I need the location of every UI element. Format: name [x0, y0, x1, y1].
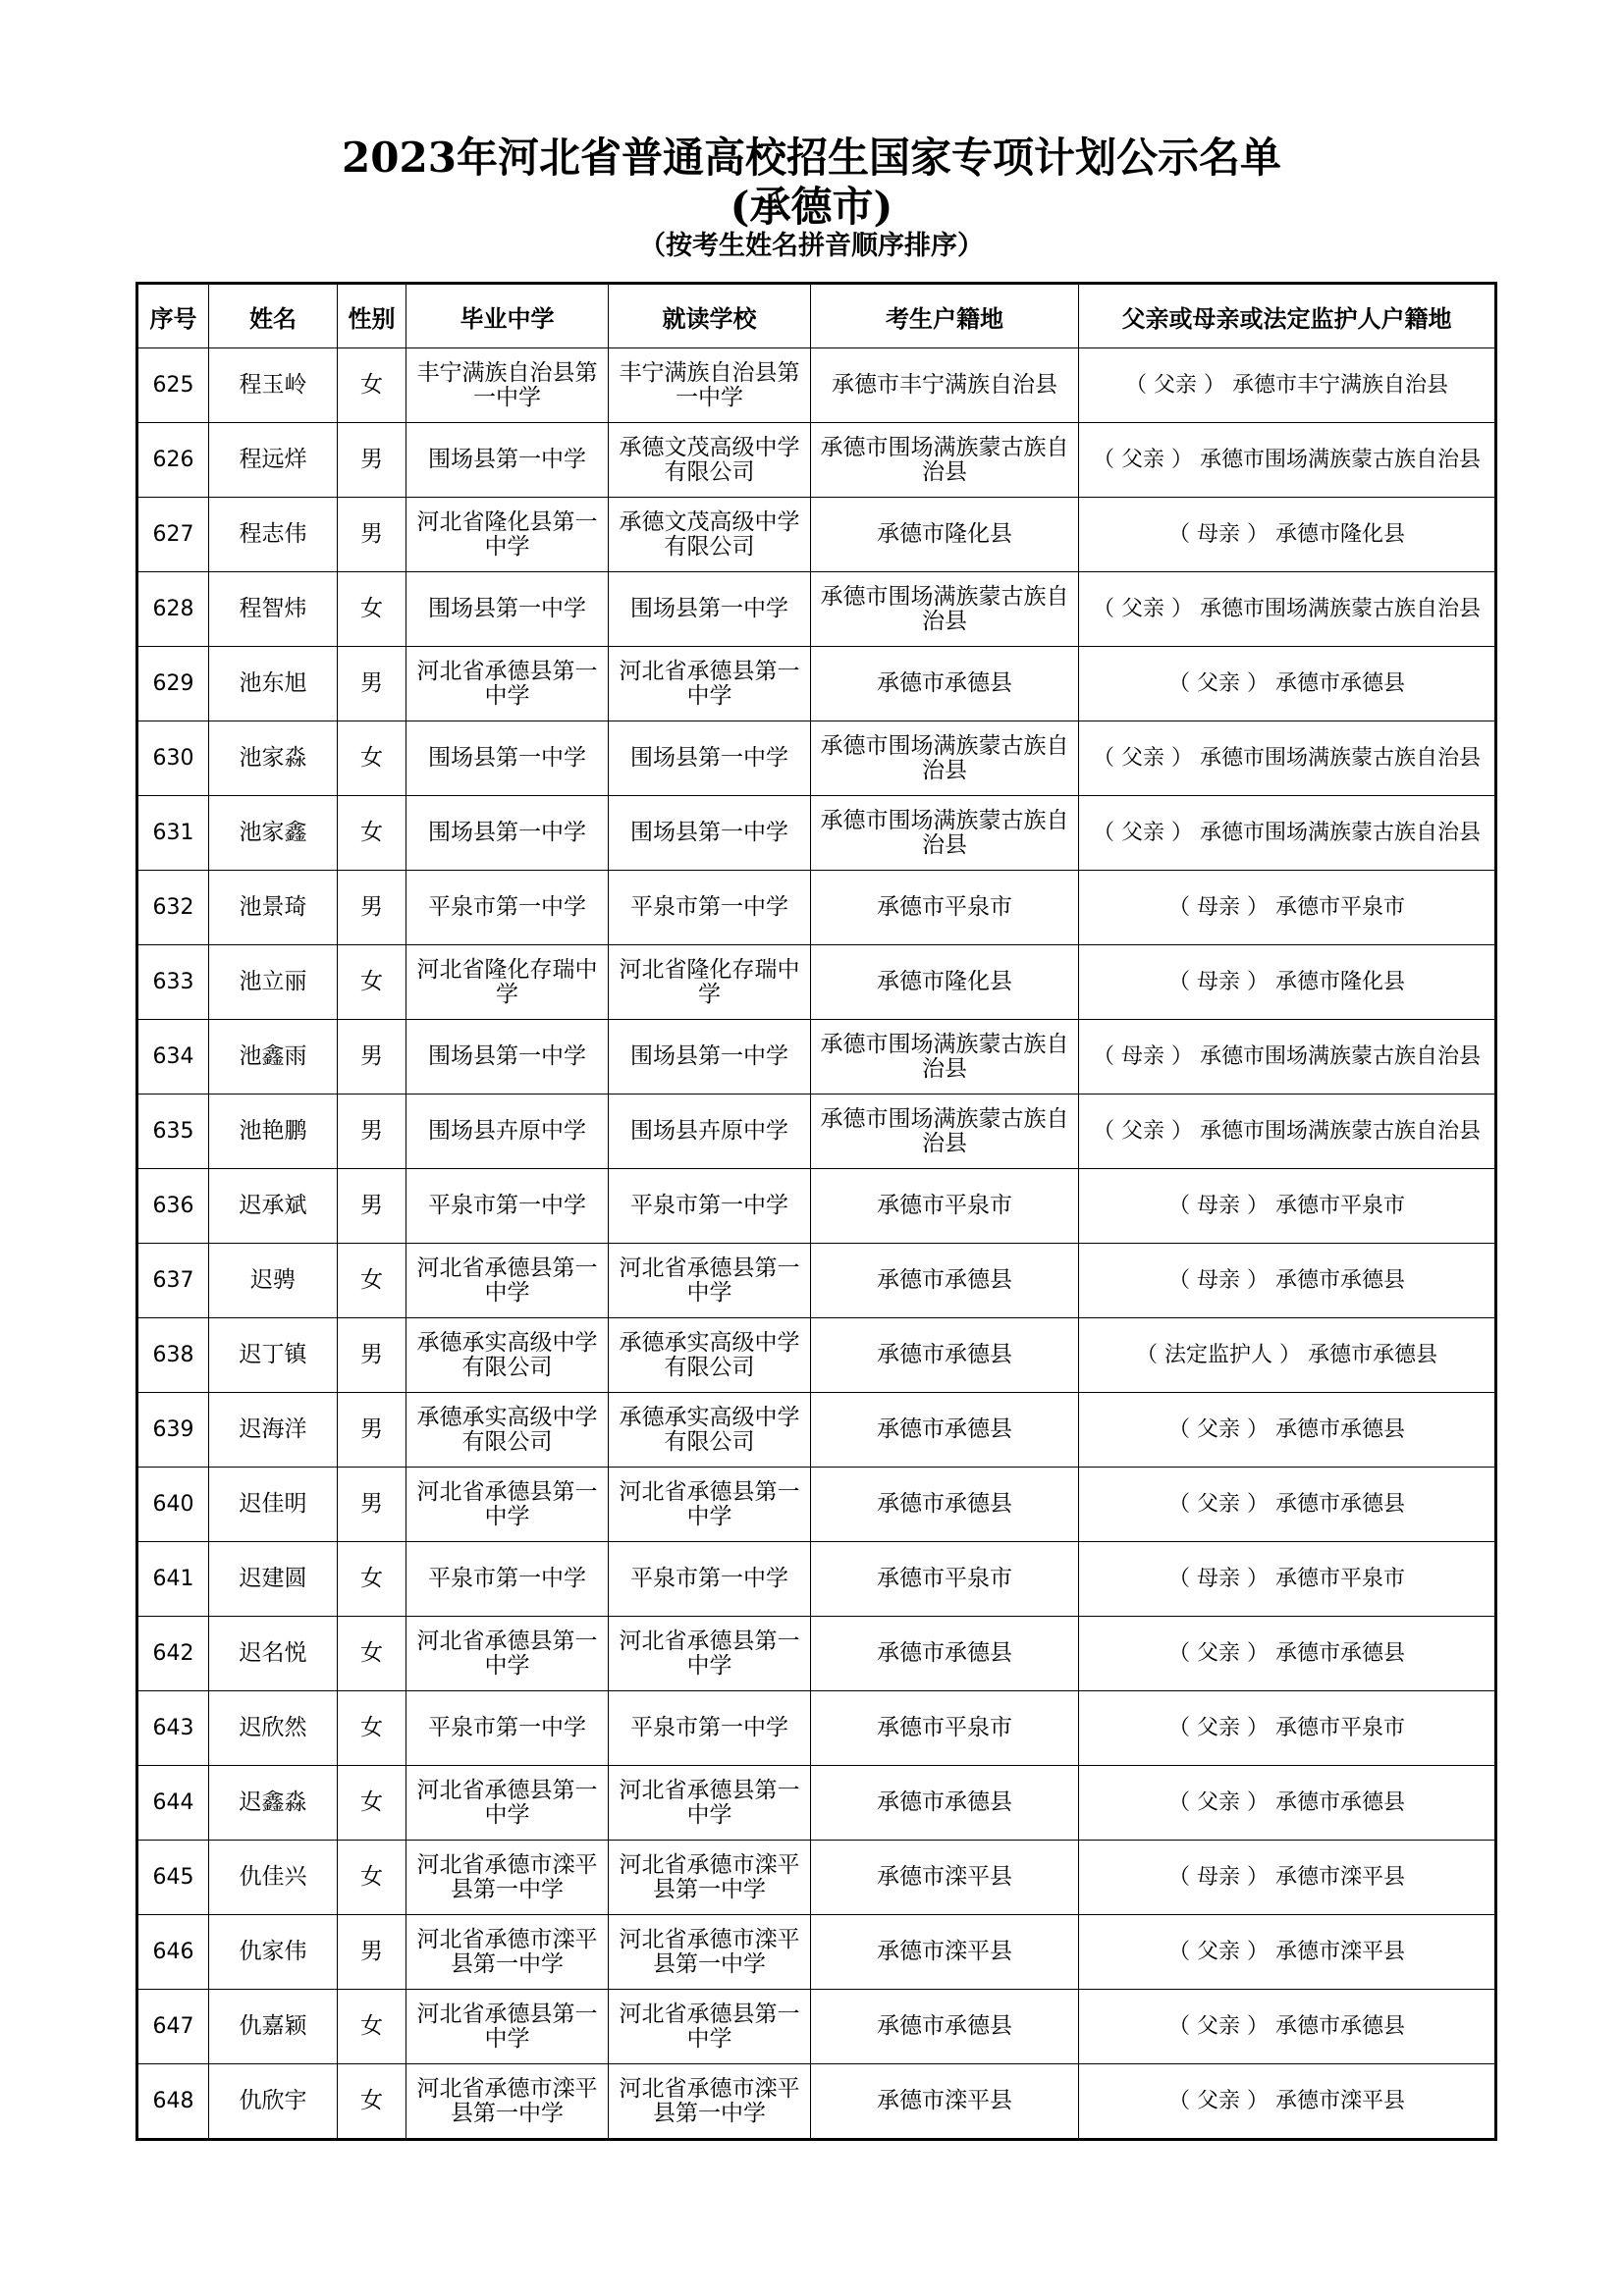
table-row: [137, 1169, 1496, 1244]
cell-seq: 634: [137, 1020, 209, 1095]
cell-residence: 承德市隆化县: [811, 945, 1079, 1020]
cell-seq: 645: [137, 1841, 209, 1915]
cell-gender: 女: [338, 572, 406, 647]
cell-seq: 633: [137, 945, 209, 1020]
table-row: [137, 498, 1496, 572]
cell-name: 池鑫雨: [209, 1020, 338, 1095]
cell-guardian-residence: （ 父亲 ） 承德市承德县: [1079, 1468, 1496, 1542]
cell-current-school: 河北省承德市滦平县第一中学: [609, 1915, 811, 1990]
cell-name: 迟建圆: [209, 1542, 338, 1617]
cell-grad-school: 围场县第一中学: [406, 796, 609, 871]
col-header-residence: 考生户籍地: [811, 284, 1079, 348]
cell-grad-school: 丰宁满族自治县第一中学: [406, 348, 609, 423]
table-row: [137, 423, 1496, 498]
cell-gender: 男: [338, 498, 406, 572]
cell-residence: 承德市滦平县: [811, 1915, 1079, 1990]
cell-name: 迟欣然: [209, 1691, 338, 1766]
cell-current-school: 围场县卉原中学: [609, 1095, 811, 1169]
cell-gender: 男: [338, 1915, 406, 1990]
cell-seq: 632: [137, 871, 209, 945]
cell-guardian-residence: （ 法定监护人 ） 承德市承德县: [1079, 1318, 1496, 1393]
cell-current-school: 围场县第一中学: [609, 1020, 811, 1095]
cell-residence: 承德市承德县: [811, 1617, 1079, 1691]
table-row: [137, 1766, 1496, 1841]
cell-gender: 女: [338, 2064, 406, 2140]
cell-name: 程智炜: [209, 572, 338, 647]
cell-current-school: 河北省承德县第一中学: [609, 1244, 811, 1318]
cell-residence: 承德市围场满族蒙古族自治县: [811, 423, 1079, 498]
table-row: [137, 2064, 1496, 2140]
cell-residence: 承德市围场满族蒙古族自治县: [811, 1095, 1079, 1169]
cell-guardian-residence: （ 父亲 ） 承德市丰宁满族自治县: [1079, 348, 1496, 423]
cell-seq: 647: [137, 1990, 209, 2064]
cell-name: 池家淼: [209, 721, 338, 796]
cell-name: 程志伟: [209, 498, 338, 572]
cell-residence: 承德市隆化县: [811, 498, 1079, 572]
cell-name: 池家鑫: [209, 796, 338, 871]
cell-gender: 女: [338, 1841, 406, 1915]
cell-seq: 644: [137, 1766, 209, 1841]
cell-grad-school: 围场县第一中学: [406, 1020, 609, 1095]
cell-seq: 641: [137, 1542, 209, 1617]
cell-current-school: 平泉市第一中学: [609, 1691, 811, 1766]
cell-residence: 承德市围场满族蒙古族自治县: [811, 1020, 1079, 1095]
cell-current-school: 河北省承德市滦平县第一中学: [609, 1841, 811, 1915]
cell-name: 迟鑫淼: [209, 1766, 338, 1841]
cell-seq: 646: [137, 1915, 209, 1990]
cell-guardian-residence: （ 父亲 ） 承德市平泉市: [1079, 1691, 1496, 1766]
cell-current-school: 平泉市第一中学: [609, 871, 811, 945]
cell-grad-school: 河北省承德县第一中学: [406, 1244, 609, 1318]
cell-name: 迟丁镇: [209, 1318, 338, 1393]
cell-gender: 女: [338, 1244, 406, 1318]
cell-residence: 承德市平泉市: [811, 1691, 1079, 1766]
table-row: [137, 1468, 1496, 1542]
table-row: [137, 1244, 1496, 1318]
table-row: [137, 1617, 1496, 1691]
cell-gender: 女: [338, 721, 406, 796]
cell-grad-school: 河北省隆化存瑞中学: [406, 945, 609, 1020]
cell-gender: 女: [338, 796, 406, 871]
cell-name: 池景琦: [209, 871, 338, 945]
cell-residence: 承德市丰宁满族自治县: [811, 348, 1079, 423]
cell-residence: 承德市平泉市: [811, 1169, 1079, 1244]
cell-current-school: 承德文茂高级中学有限公司: [609, 423, 811, 498]
table-row: [137, 1318, 1496, 1393]
cell-seq: 636: [137, 1169, 209, 1244]
cell-guardian-residence: （ 母亲 ） 承德市承德县: [1079, 1244, 1496, 1318]
cell-current-school: 河北省隆化存瑞中学: [609, 945, 811, 1020]
cell-guardian-residence: （ 父亲 ） 承德市围场满族蒙古族自治县: [1079, 572, 1496, 647]
col-header-gender: 性别: [338, 284, 406, 348]
cell-guardian-residence: （ 父亲 ） 承德市围场满族蒙古族自治县: [1079, 1095, 1496, 1169]
cell-grad-school: 围场县第一中学: [406, 572, 609, 647]
cell-gender: 女: [338, 1542, 406, 1617]
cell-grad-school: 平泉市第一中学: [406, 1542, 609, 1617]
cell-seq: 627: [137, 498, 209, 572]
col-header-name: 姓名: [209, 284, 338, 348]
table-row: [137, 348, 1496, 423]
cell-guardian-residence: （ 父亲 ） 承德市承德县: [1079, 1766, 1496, 1841]
cell-grad-school: 围场县第一中学: [406, 423, 609, 498]
table-row: [137, 796, 1496, 871]
cell-current-school: 河北省承德县第一中学: [609, 1766, 811, 1841]
cell-seq: 640: [137, 1468, 209, 1542]
cell-guardian-residence: （ 父亲 ） 承德市滦平县: [1079, 1915, 1496, 1990]
cell-grad-school: 围场县卉原中学: [406, 1095, 609, 1169]
cell-seq: 631: [137, 796, 209, 871]
cell-gender: 男: [338, 1169, 406, 1244]
table-row: [137, 647, 1496, 721]
table-row: [137, 1990, 1496, 2064]
cell-guardian-residence: （ 母亲 ） 承德市围场满族蒙古族自治县: [1079, 1020, 1496, 1095]
table-row: [137, 1542, 1496, 1617]
col-header-grad-school: 毕业中学: [406, 284, 609, 348]
cell-name: 池立丽: [209, 945, 338, 1020]
cell-seq: 648: [137, 2064, 209, 2140]
cell-residence: 承德市围场满族蒙古族自治县: [811, 796, 1079, 871]
cell-grad-school: 河北省承德县第一中学: [406, 1468, 609, 1542]
cell-grad-school: 河北省承德县第一中学: [406, 1990, 609, 2064]
cell-residence: 承德市平泉市: [811, 1542, 1079, 1617]
cell-name: 迟名悦: [209, 1617, 338, 1691]
table-row: [137, 1691, 1496, 1766]
cell-current-school: 丰宁满族自治县第一中学: [609, 348, 811, 423]
cell-grad-school: 河北省承德市滦平县第一中学: [406, 1915, 609, 1990]
cell-residence: 承德市承德县: [811, 1244, 1079, 1318]
cell-grad-school: 河北省隆化县第一中学: [406, 498, 609, 572]
cell-guardian-residence: （ 母亲 ） 承德市隆化县: [1079, 498, 1496, 572]
cell-current-school: 围场县第一中学: [609, 572, 811, 647]
cell-guardian-residence: （ 母亲 ） 承德市平泉市: [1079, 1169, 1496, 1244]
cell-name: 仇家伟: [209, 1915, 338, 1990]
cell-grad-school: 承德承实高级中学有限公司: [406, 1393, 609, 1468]
cell-seq: 637: [137, 1244, 209, 1318]
cell-seq: 628: [137, 572, 209, 647]
cell-seq: 626: [137, 423, 209, 498]
cell-guardian-residence: （ 母亲 ） 承德市滦平县: [1079, 1841, 1496, 1915]
cell-seq: 643: [137, 1691, 209, 1766]
cell-residence: 承德市平泉市: [811, 871, 1079, 945]
cell-name: 迟承斌: [209, 1169, 338, 1244]
cell-current-school: 河北省承德县第一中学: [609, 1990, 811, 2064]
cell-residence: 承德市围场满族蒙古族自治县: [811, 572, 1079, 647]
cell-gender: 男: [338, 1020, 406, 1095]
cell-gender: 男: [338, 871, 406, 945]
table-row: [137, 721, 1496, 796]
cell-current-school: 河北省承德县第一中学: [609, 647, 811, 721]
table-header-row: [137, 284, 1496, 348]
cell-name: 仇嘉颖: [209, 1990, 338, 2064]
sort-note: （按考生姓名拼音顺序排序）: [639, 231, 984, 261]
cell-residence: 承德市滦平县: [811, 1841, 1079, 1915]
cell-name: 程远烊: [209, 423, 338, 498]
cell-grad-school: 平泉市第一中学: [406, 1691, 609, 1766]
cell-guardian-residence: （ 父亲 ） 承德市围场满族蒙古族自治县: [1079, 721, 1496, 796]
cell-seq: 642: [137, 1617, 209, 1691]
cell-gender: 女: [338, 1990, 406, 2064]
cell-gender: 女: [338, 945, 406, 1020]
cell-seq: 630: [137, 721, 209, 796]
cell-grad-school: 河北省承德县第一中学: [406, 1766, 609, 1841]
page-subtitle: (承德市): [730, 183, 893, 231]
cell-guardian-residence: （ 父亲 ） 承德市围场满族蒙古族自治县: [1079, 796, 1496, 871]
cell-residence: 承德市承德县: [811, 1990, 1079, 2064]
page-title: 2023年河北省普通高校招生国家专项计划公示名单: [342, 133, 1281, 182]
table-row: [137, 572, 1496, 647]
cell-gender: 男: [338, 647, 406, 721]
cell-seq: 625: [137, 348, 209, 423]
cell-name: 池东旭: [209, 647, 338, 721]
cell-gender: 女: [338, 1766, 406, 1841]
cell-grad-school: 平泉市第一中学: [406, 871, 609, 945]
cell-current-school: 围场县第一中学: [609, 796, 811, 871]
cell-guardian-residence: （ 父亲 ） 承德市承德县: [1079, 647, 1496, 721]
cell-guardian-residence: （ 父亲 ） 承德市滦平县: [1079, 2064, 1496, 2140]
col-header-current-school: 就读学校: [609, 284, 811, 348]
cell-residence: 承德市承德县: [811, 1393, 1079, 1468]
cell-residence: 承德市承德县: [811, 647, 1079, 721]
table-row: [137, 1393, 1496, 1468]
cell-gender: 男: [338, 423, 406, 498]
cell-guardian-residence: （ 父亲 ） 承德市围场满族蒙古族自治县: [1079, 423, 1496, 498]
cell-guardian-residence: （ 母亲 ） 承德市隆化县: [1079, 945, 1496, 1020]
cell-grad-school: 承德承实高级中学有限公司: [406, 1318, 609, 1393]
cell-gender: 男: [338, 1393, 406, 1468]
cell-guardian-residence: （ 父亲 ） 承德市承德县: [1079, 1393, 1496, 1468]
cell-current-school: 承德承实高级中学有限公司: [609, 1393, 811, 1468]
cell-grad-school: 河北省承德县第一中学: [406, 647, 609, 721]
cell-current-school: 承德文茂高级中学有限公司: [609, 498, 811, 572]
cell-residence: 承德市承德县: [811, 1766, 1079, 1841]
cell-gender: 女: [338, 1691, 406, 1766]
candidate-table: [135, 282, 1497, 2141]
cell-residence: 承德市滦平县: [811, 2064, 1079, 2140]
cell-guardian-residence: （ 父亲 ） 承德市承德县: [1079, 1617, 1496, 1691]
cell-name: 池艳鹏: [209, 1095, 338, 1169]
cell-grad-school: 平泉市第一中学: [406, 1169, 609, 1244]
col-header-seq: 序号: [137, 284, 209, 348]
cell-gender: 女: [338, 1617, 406, 1691]
cell-name: 迟海洋: [209, 1393, 338, 1468]
cell-name: 程玉岭: [209, 348, 338, 423]
table-row: [137, 1020, 1496, 1095]
cell-current-school: 河北省承德县第一中学: [609, 1468, 811, 1542]
cell-guardian-residence: （ 母亲 ） 承德市平泉市: [1079, 1542, 1496, 1617]
cell-seq: 635: [137, 1095, 209, 1169]
cell-residence: 承德市承德县: [811, 1468, 1079, 1542]
cell-gender: 男: [338, 1318, 406, 1393]
cell-grad-school: 河北省承德市滦平县第一中学: [406, 2064, 609, 2140]
cell-gender: 男: [338, 1095, 406, 1169]
cell-grad-school: 河北省承德市滦平县第一中学: [406, 1841, 609, 1915]
cell-guardian-residence: （ 父亲 ） 承德市承德县: [1079, 1990, 1496, 2064]
table-row: [137, 1915, 1496, 1990]
cell-seq: 629: [137, 647, 209, 721]
col-header-guardian-residence: 父亲或母亲或法定监护人户籍地: [1079, 284, 1496, 348]
cell-seq: 639: [137, 1393, 209, 1468]
table-row: [137, 945, 1496, 1020]
cell-current-school: 河北省承德县第一中学: [609, 1617, 811, 1691]
cell-residence: 承德市围场满族蒙古族自治县: [811, 721, 1079, 796]
cell-guardian-residence: （ 母亲 ） 承德市平泉市: [1079, 871, 1496, 945]
cell-grad-school: 围场县第一中学: [406, 721, 609, 796]
table-row: [137, 871, 1496, 945]
cell-name: 仇欣宇: [209, 2064, 338, 2140]
cell-current-school: 河北省承德市滦平县第一中学: [609, 2064, 811, 2140]
cell-gender: 女: [338, 348, 406, 423]
cell-gender: 男: [338, 1468, 406, 1542]
cell-current-school: 平泉市第一中学: [609, 1169, 811, 1244]
cell-seq: 638: [137, 1318, 209, 1393]
cell-grad-school: 河北省承德县第一中学: [406, 1617, 609, 1691]
cell-name: 迟骋: [209, 1244, 338, 1318]
cell-current-school: 承德承实高级中学有限公司: [609, 1318, 811, 1393]
cell-name: 仇佳兴: [209, 1841, 338, 1915]
table-row: [137, 1095, 1496, 1169]
cell-current-school: 平泉市第一中学: [609, 1542, 811, 1617]
table-row: [137, 1841, 1496, 1915]
cell-residence: 承德市承德县: [811, 1318, 1079, 1393]
cell-current-school: 围场县第一中学: [609, 721, 811, 796]
cell-name: 迟佳明: [209, 1468, 338, 1542]
